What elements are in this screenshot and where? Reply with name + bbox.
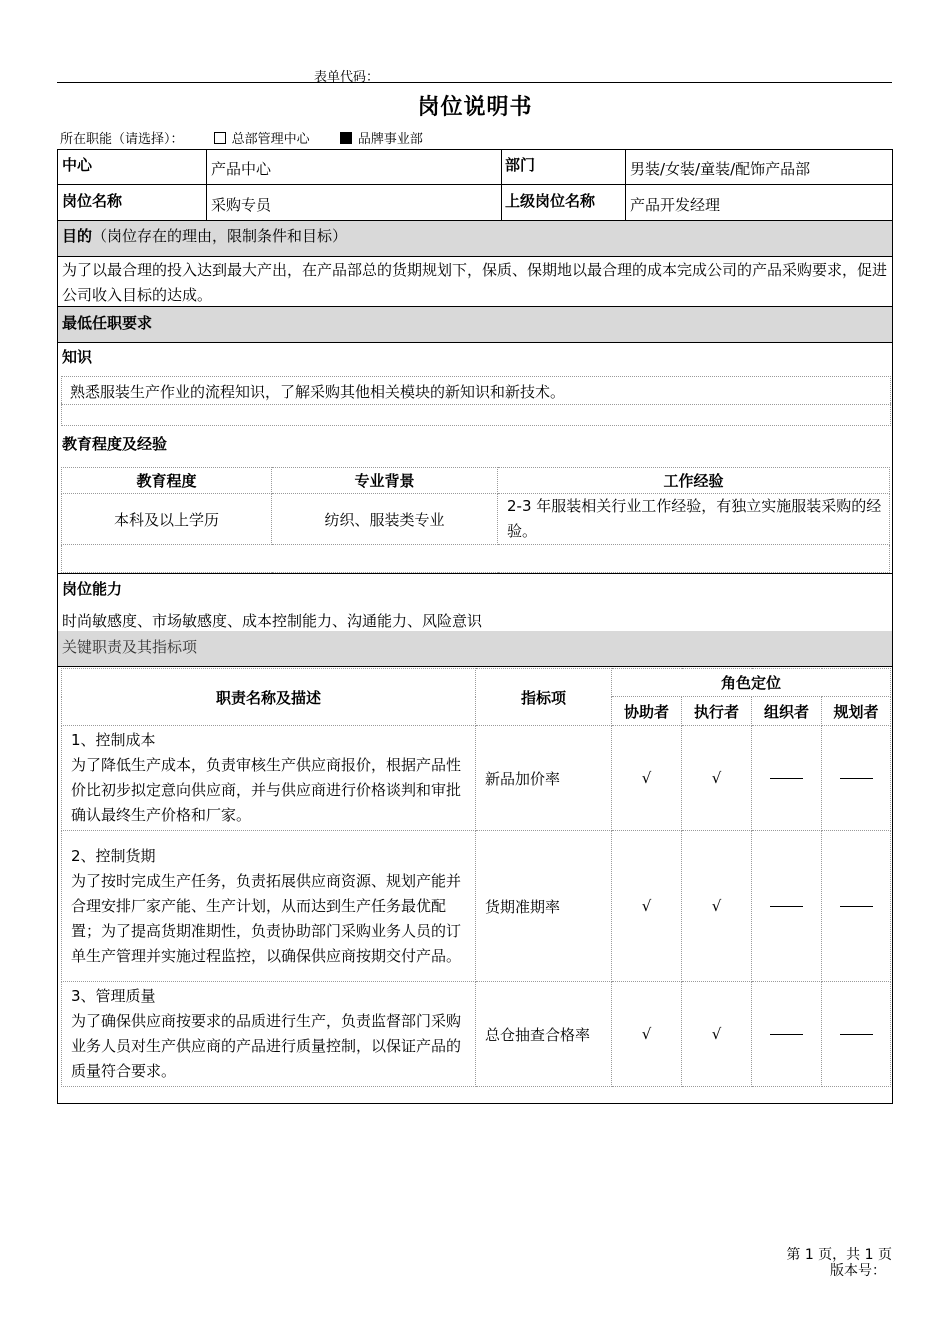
duty-kpi: 新品加价率 — [476, 726, 612, 831]
assist-check-icon: √ — [612, 982, 682, 1087]
divider — [501, 150, 502, 220]
col-major: 专业背景 — [272, 468, 498, 494]
purpose-heading — [62, 225, 347, 246]
ability-heading: 岗位能力 — [62, 580, 123, 598]
duty-kpi: 总仓抽查合格率 — [476, 982, 612, 1087]
ability-text: 时尚敏感度、市场敏感度、成本控制能力、沟通能力、风险意识 — [62, 612, 483, 630]
duty-description — [62, 726, 476, 831]
version-label: 版本号： — [830, 1263, 886, 1279]
education-table — [61, 467, 890, 573]
dash-icon — [840, 1034, 873, 1035]
role-planner: 规划者 — [822, 697, 891, 726]
planner-cell — [822, 831, 891, 982]
checkbox-checked-icon[interactable] — [340, 132, 352, 144]
dash-icon — [770, 1034, 803, 1035]
dash-icon — [770, 778, 803, 779]
education-heading: 教育程度及经验 — [62, 435, 168, 453]
option-label: 总部管理中心 — [231, 132, 310, 147]
assist-check-icon: √ — [612, 726, 682, 831]
col-duty-name: 职责名称及描述 — [62, 669, 476, 726]
divider — [58, 342, 892, 343]
department-label: 部门 — [505, 156, 536, 174]
duty-description — [62, 982, 476, 1087]
execute-check-icon: √ — [682, 982, 752, 1087]
execute-check-icon: √ — [682, 726, 752, 831]
purpose-text: 为了以最合理的投入达到最大产出，在产品部总的货期规划下，保质、保期地以最合理的成本完成公司的产品采购要求，促进公司收入目标的达成。 — [62, 261, 888, 304]
position-value: 采购专员 — [211, 196, 272, 214]
function-selector — [60, 128, 423, 147]
divider — [58, 184, 892, 185]
knowledge-spacer — [61, 403, 891, 426]
education-level-value: 本科及以上学历 — [62, 494, 272, 545]
document-title: 岗位说明书 — [417, 95, 533, 120]
duty-row — [62, 982, 891, 1087]
divider — [58, 573, 892, 574]
col-kpi: 指标项 — [476, 669, 612, 726]
education-row — [62, 494, 890, 545]
requirements-heading: 最低任职要求 — [62, 314, 153, 332]
purpose-note: （岗位存在的理由，限制条件和目标） — [92, 227, 348, 245]
col-experience: 工作经验 — [498, 468, 890, 494]
planner-cell — [822, 726, 891, 831]
divider — [625, 150, 626, 220]
duties-table — [61, 668, 891, 1087]
superior-label: 上级岗位名称 — [505, 192, 596, 210]
page-info: 第 1 页，共 1 页 — [786, 1247, 892, 1263]
duty-row — [62, 831, 891, 982]
assist-check-icon: √ — [612, 831, 682, 982]
header-rule — [57, 82, 892, 83]
education-spacer-row — [62, 545, 890, 573]
function-label: 所在职能（请选择）： — [60, 132, 184, 147]
department-value: 男装/女装/童装/配饰产品部 — [630, 160, 811, 178]
duty-text: 为了按时完成生产任务，负责拓展供应商资源、规划产能并合理安排厂家产能、生产计划，从而达到生产任务最优配置；为了提高货期准期性，负责协助部门采购业务人员的订单生产管理并实施过程监控，以确保供应商按期交付产品。 — [71, 871, 462, 965]
duty-description — [62, 831, 476, 982]
experience-value: 2-3 年服装相关行业工作经验，有独立实施服装采购的经验。 — [498, 494, 890, 545]
major-value: 纺织、服装类专业 — [272, 494, 498, 545]
duty-kpi: 货期准期率 — [476, 831, 612, 982]
execute-check-icon: √ — [682, 831, 752, 982]
duty-title: 3、管理质量 — [71, 987, 156, 1005]
empty-cell — [62, 545, 890, 573]
organizer-cell — [752, 831, 822, 982]
dash-icon — [840, 906, 873, 907]
knowledge-text: 熟悉服装生产作业的流程知识，了解采购其他相关模块的新知识和新技术。 — [70, 383, 566, 401]
col-role: 角色定位 — [612, 669, 891, 697]
duty-title: 2、控制货期 — [71, 846, 156, 865]
col-education-level: 教育程度 — [62, 468, 272, 494]
form-code-label: 表单代码： — [314, 70, 380, 85]
divider — [206, 150, 207, 220]
superior-value: 产品开发经理 — [630, 196, 721, 214]
position-label: 岗位名称 — [62, 192, 123, 210]
education-header-row — [62, 468, 890, 494]
knowledge-heading: 知识 — [62, 348, 93, 366]
purpose-title: 目的 — [62, 227, 93, 245]
option-hq-management[interactable] — [214, 132, 310, 147]
dash-icon — [770, 906, 803, 907]
duty-title: 1、控制成本 — [71, 731, 156, 749]
option-brand-division[interactable] — [340, 132, 423, 147]
requirements-header-band — [58, 307, 892, 342]
duties-header-row — [62, 669, 891, 697]
role-assistant: 协助者 — [612, 697, 682, 726]
role-executor: 执行者 — [682, 697, 752, 726]
organizer-cell — [752, 982, 822, 1087]
dash-icon — [840, 778, 873, 779]
duty-row — [62, 726, 891, 831]
divider — [58, 256, 892, 257]
planner-cell — [822, 982, 891, 1087]
center-value: 产品中心 — [211, 160, 272, 178]
checkbox-unchecked-icon[interactable] — [214, 132, 226, 144]
organizer-cell — [752, 726, 822, 831]
duties-heading: 关键职责及其指标项 — [62, 638, 198, 656]
duty-text: 为了确保供应商按要求的品质进行生产，负责监督部门采购业务人员对生产供应商的产品进行质量控制，以保证产品的质量符合要求。 — [71, 1012, 462, 1080]
option-label: 品牌事业部 — [357, 132, 423, 147]
divider — [58, 666, 892, 667]
role-organizer: 组织者 — [752, 697, 822, 726]
center-label: 中心 — [62, 156, 93, 174]
duty-text: 为了降低生产成本，负责审核生产供应商报价，根据产品性价比初步拟定意向供应商，并与供应商进行价格谈判和审批确认最终生产价格和厂家。 — [71, 756, 462, 824]
